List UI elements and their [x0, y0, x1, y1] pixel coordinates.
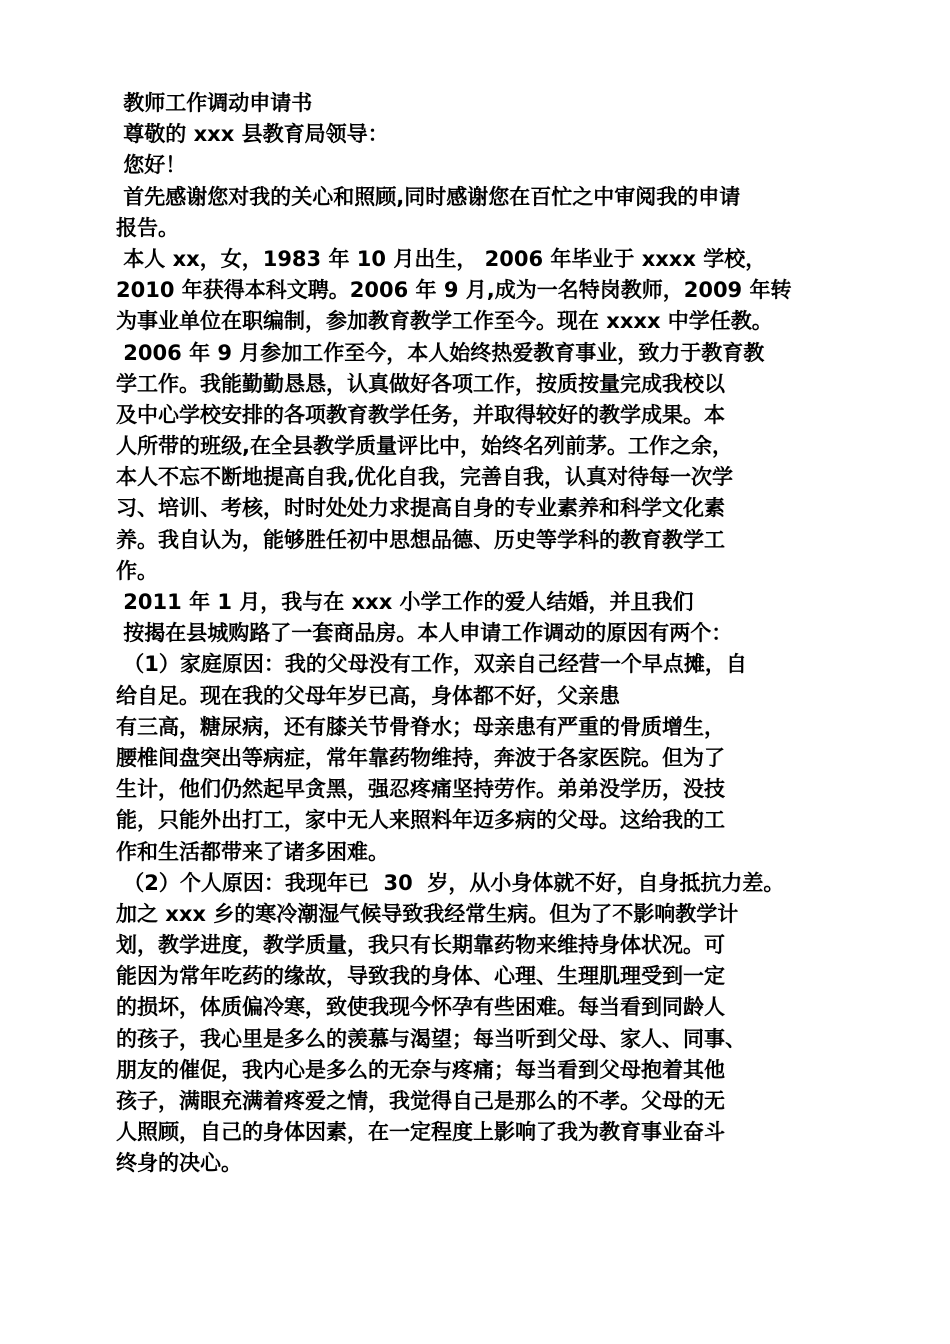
text-line: 能因为常年吃药的缘故，导致我的身体、心理、生理肌理受到一定 — [116, 964, 725, 989]
text-line: 为事业单位在职编制，参加教育教学工作至今。现在 xxxx 中学任教。 — [116, 309, 773, 334]
text-line: 2011 年 1 月，我与在 xxx 小学工作的爱人结婚，并且我们 — [116, 590, 694, 614]
text-line: 习、培训、考核，时时处处力求提高自身的专业素养和科学文化素 — [116, 496, 725, 521]
text-line: 本人 xx，女，1983 年 10 月出生， 2006 年毕业于 xxxx 学校， — [116, 246, 767, 271]
text-line: 朋友的催促，我内心是多么的无奈与疼痛；每当看到父母抱着其他 — [116, 1057, 725, 1082]
text-line: 学工作。我能勤勤恳恳，认真做好各项工作，按质按量完成我校以 — [116, 371, 725, 396]
text-line: 人所带的班级,在全县教学质量评比中，始终名列前茅。工作之余， — [116, 434, 733, 459]
text-line: 作和生活都带来了诸多困难。 — [116, 839, 389, 864]
text-line: 养。我自认为，能够胜任初中思想品德、历史等学科的教育教学工 — [116, 527, 725, 552]
text-line: 及中心学校安排的各项教育教学任务，并取得较好的教学成果。本 — [116, 402, 725, 427]
text-line: 作。 — [116, 558, 158, 583]
document-body — [116, 88, 856, 1180]
text-line: 终身的决心。 — [116, 1151, 242, 1176]
text-line: 首先感谢您对我的关心和照顾,同时感谢您在百忙之中审阅我的申请 — [116, 184, 741, 209]
text-line: 报告。 — [116, 215, 179, 240]
text-line: （1）家庭原因：我的父母没有工作，双亲自己经营一个早点摊，自 — [116, 652, 747, 677]
body-text — [116, 182, 856, 1180]
text-line: 按揭在县城购路了一套商品房。本人申请工作调动的原因有两个： — [116, 621, 733, 646]
text-line: 有三高，糖尿病，还有膝关节骨脊水；母亲患有严重的骨质增生， — [116, 714, 725, 739]
greeting: 您好！ — [116, 153, 187, 178]
document-title: 教师工作调动申请书 — [116, 91, 313, 115]
text-line: 2010 年获得本科文聘。2006 年 9 月,成为一名特岗教师，2009 年转 — [116, 278, 792, 303]
text-line: 生计，他们仍然起早贪黑，强忍疼痛坚持劳作。弟弟没学历，没技 — [116, 777, 725, 802]
text-line: （2）个人原因：我现年已 30 岁，从小身体就不好，自身抵抗力差。 — [116, 870, 785, 895]
text-line: 人照顾，自己的身体因素，在一定程度上影响了我为教育事业奋斗 — [116, 1120, 725, 1145]
text-line: 孩子，满眼充满着疼爱之情，我觉得自己是那么的不孝。父母的无 — [116, 1089, 725, 1113]
text-line: 的孩子，我心里是多么的羡慕与渴望；每当听到父母、家人、同事、 — [116, 1026, 746, 1051]
text-line: 加之 xxx 乡的寒冷潮湿气候导致我经常生病。但为了不影响教学计 — [116, 901, 739, 926]
text-line: 腰椎间盘突出等病症，常年靠药物维持，奔波于各家医院。但为了 — [116, 745, 725, 770]
text-line: 2006 年 9 月参加工作至今，本人始终热爱教育事业，致力于教育教 — [116, 340, 765, 365]
text-line: 给自足。现在我的父母年岁已高，身体都不好，父亲患 — [116, 683, 620, 708]
salutation: 尊敬的 xxx 县教育局领导： — [116, 122, 389, 147]
text-line: 能，只能外出打工，家中无人来照料年迈多病的父母。这给我的工 — [116, 808, 725, 833]
text-line: 划，教学进度，教学质量，我只有长期靠药物来维持身体状况。可 — [116, 933, 725, 958]
text-line: 本人不忘不断地提高自我,优化自我，完善自我，认真对待每一次学 — [116, 465, 733, 490]
text-line: 的损坏，体质偏冷寒，致使我现今怀孕有些困难。每当看到同龄人 — [116, 995, 725, 1020]
